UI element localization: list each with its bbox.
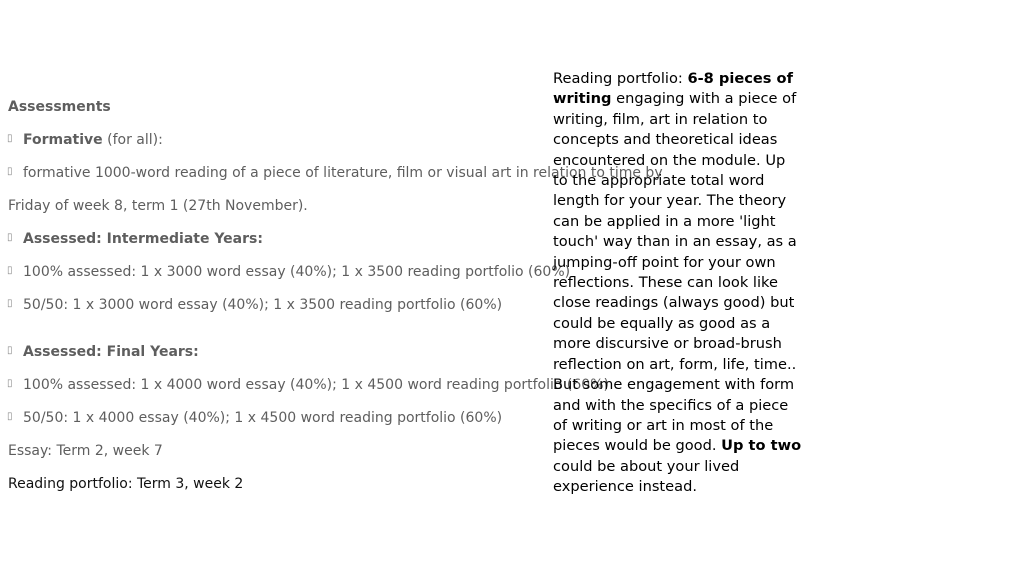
- intermediate-option-2-text: 50/50: 1 x 3000 word essay (40%); 1 x 3500 reading portfolio (60%): [23, 297, 503, 313]
- formative-detail-item: [7, 164, 663, 182]
- intermediate-heading-item: [8, 230, 608, 248]
- bullet-icon: ▯: [7, 166, 13, 177]
- formative-date-text: Friday of week 8, term 1 (27th November).: [8, 198, 308, 214]
- portfolio-ending: could be about your lived experience instead.: [553, 457, 740, 496]
- portfolio-pieces-count: 6-8 pieces of writing: [553, 70, 793, 108]
- intermediate-option-1-text: 100% assessed: 1 x 3000 word essay (40%); 1 x 3500 reading portfolio (60%): [23, 264, 571, 280]
- final-option-2: [8, 409, 608, 427]
- portfolio-paragraph: [553, 69, 803, 498]
- final-heading-item: [8, 343, 608, 361]
- formative-label: Formative: [23, 132, 103, 148]
- essay-deadline: Essay: Term 2, week 7: [8, 443, 163, 459]
- bullet-icon: ▯: [7, 378, 13, 389]
- intermediate-option-2: [8, 296, 608, 314]
- bullet-icon: ▯: [7, 232, 13, 243]
- portfolio-intro: Reading portfolio:: [553, 70, 688, 87]
- portfolio-deadline: Reading portfolio: Term 3, week 2: [8, 476, 244, 492]
- final-option-1: [8, 376, 608, 394]
- bullet-icon: ▯: [7, 345, 13, 356]
- bullet-icon: ▯: [7, 411, 13, 422]
- final-option-1-text: 100% assessed: 1 x 4000 word essay (40%); 1 x 4500 word reading portfolio (60%): [23, 377, 609, 393]
- intermediate-option-1: [8, 263, 608, 281]
- bullet-icon: ▯: [7, 298, 13, 309]
- portfolio-lived-count: Up to two: [721, 437, 802, 455]
- final-heading: Assessed: Final Years:: [23, 344, 199, 360]
- portfolio-description: [553, 69, 803, 498]
- bullet-icon: ▯: [7, 265, 13, 276]
- portfolio-body: engaging with a piece of writing, film, art in relation to concepts and theoretical ideas encountered on the module. Up to the appropriate total word length for your year. The theory can be applied in a more 'light touch' way than in an essay, as a jumping-off point for your own reflections. These can look like close readings (always good) but could be equally as good as a more discursive or broad-brush reflection on art, form, life, time.. But some engagement with form and with the specifics of a piece of writing or art in most of the pieces would be good.: [553, 90, 797, 455]
- formative-detail-text: formative 1000-word reading of a piece of literature, film or visual art in relation to time by: [23, 165, 663, 181]
- final-option-2-text: 50/50: 1 x 4000 essay (40%); 1 x 4500 word reading portfolio (60%): [23, 410, 503, 426]
- assessments-heading: Assessments: [8, 99, 111, 115]
- intermediate-heading: Assessed: Intermediate Years:: [23, 231, 263, 247]
- formative-item: [8, 131, 608, 149]
- formative-scope: (for all):: [102, 132, 163, 148]
- bullet-icon: ▯: [7, 133, 13, 144]
